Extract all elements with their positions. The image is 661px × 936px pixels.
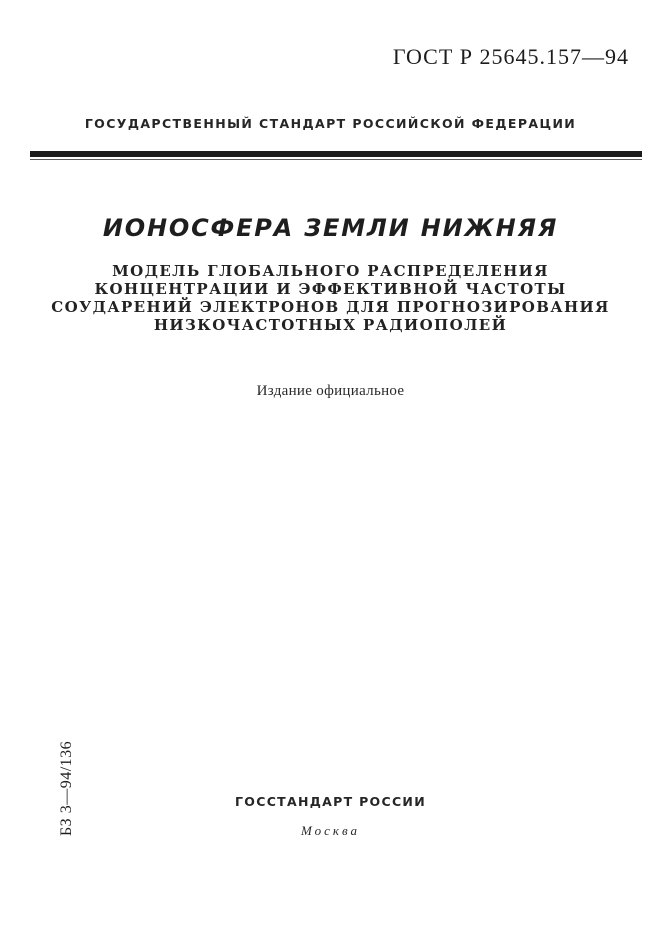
- subtitle-line: МОДЕЛЬ ГЛОБАЛЬНОГО РАСПРЕДЕЛЕНИЯ: [112, 262, 549, 280]
- publisher-name: ГОССТАНДАРТ РОССИИ: [235, 794, 426, 809]
- state-standard-heading: ГОСУДАРСТВЕННЫЙ СТАНДАРТ РОССИЙСКОЙ ФЕДЕРАЦИИ: [84, 116, 577, 131]
- header-rule-thin: [30, 159, 642, 160]
- gost-number: ГОСТ Р 25645.157—94: [392, 44, 629, 69]
- document-title: ИОНОСФЕРА ЗЕМЛИ НИЖНЯЯ: [102, 214, 559, 242]
- publisher-city: Москва: [300, 823, 361, 838]
- subtitle-line: СОУДАРЕНИЙ ЭЛЕКТРОНОВ ДЛЯ ПРОГНОЗИРОВАНИЯ: [51, 298, 610, 316]
- subtitle-line: НИЗКОЧАСТОТНЫХ РАДИОПОЛЕЙ: [153, 316, 508, 334]
- header-rule-thick: [30, 151, 642, 157]
- subtitle-line: КОНЦЕНТРАЦИИ И ЭФФЕКТИВНОЙ ЧАСТОТЫ: [94, 280, 567, 298]
- document-subtitle: [0, 262, 661, 334]
- edition-label: Издание официальное: [256, 383, 405, 399]
- side-catalog-code: БЗ 3—94/136: [58, 740, 75, 836]
